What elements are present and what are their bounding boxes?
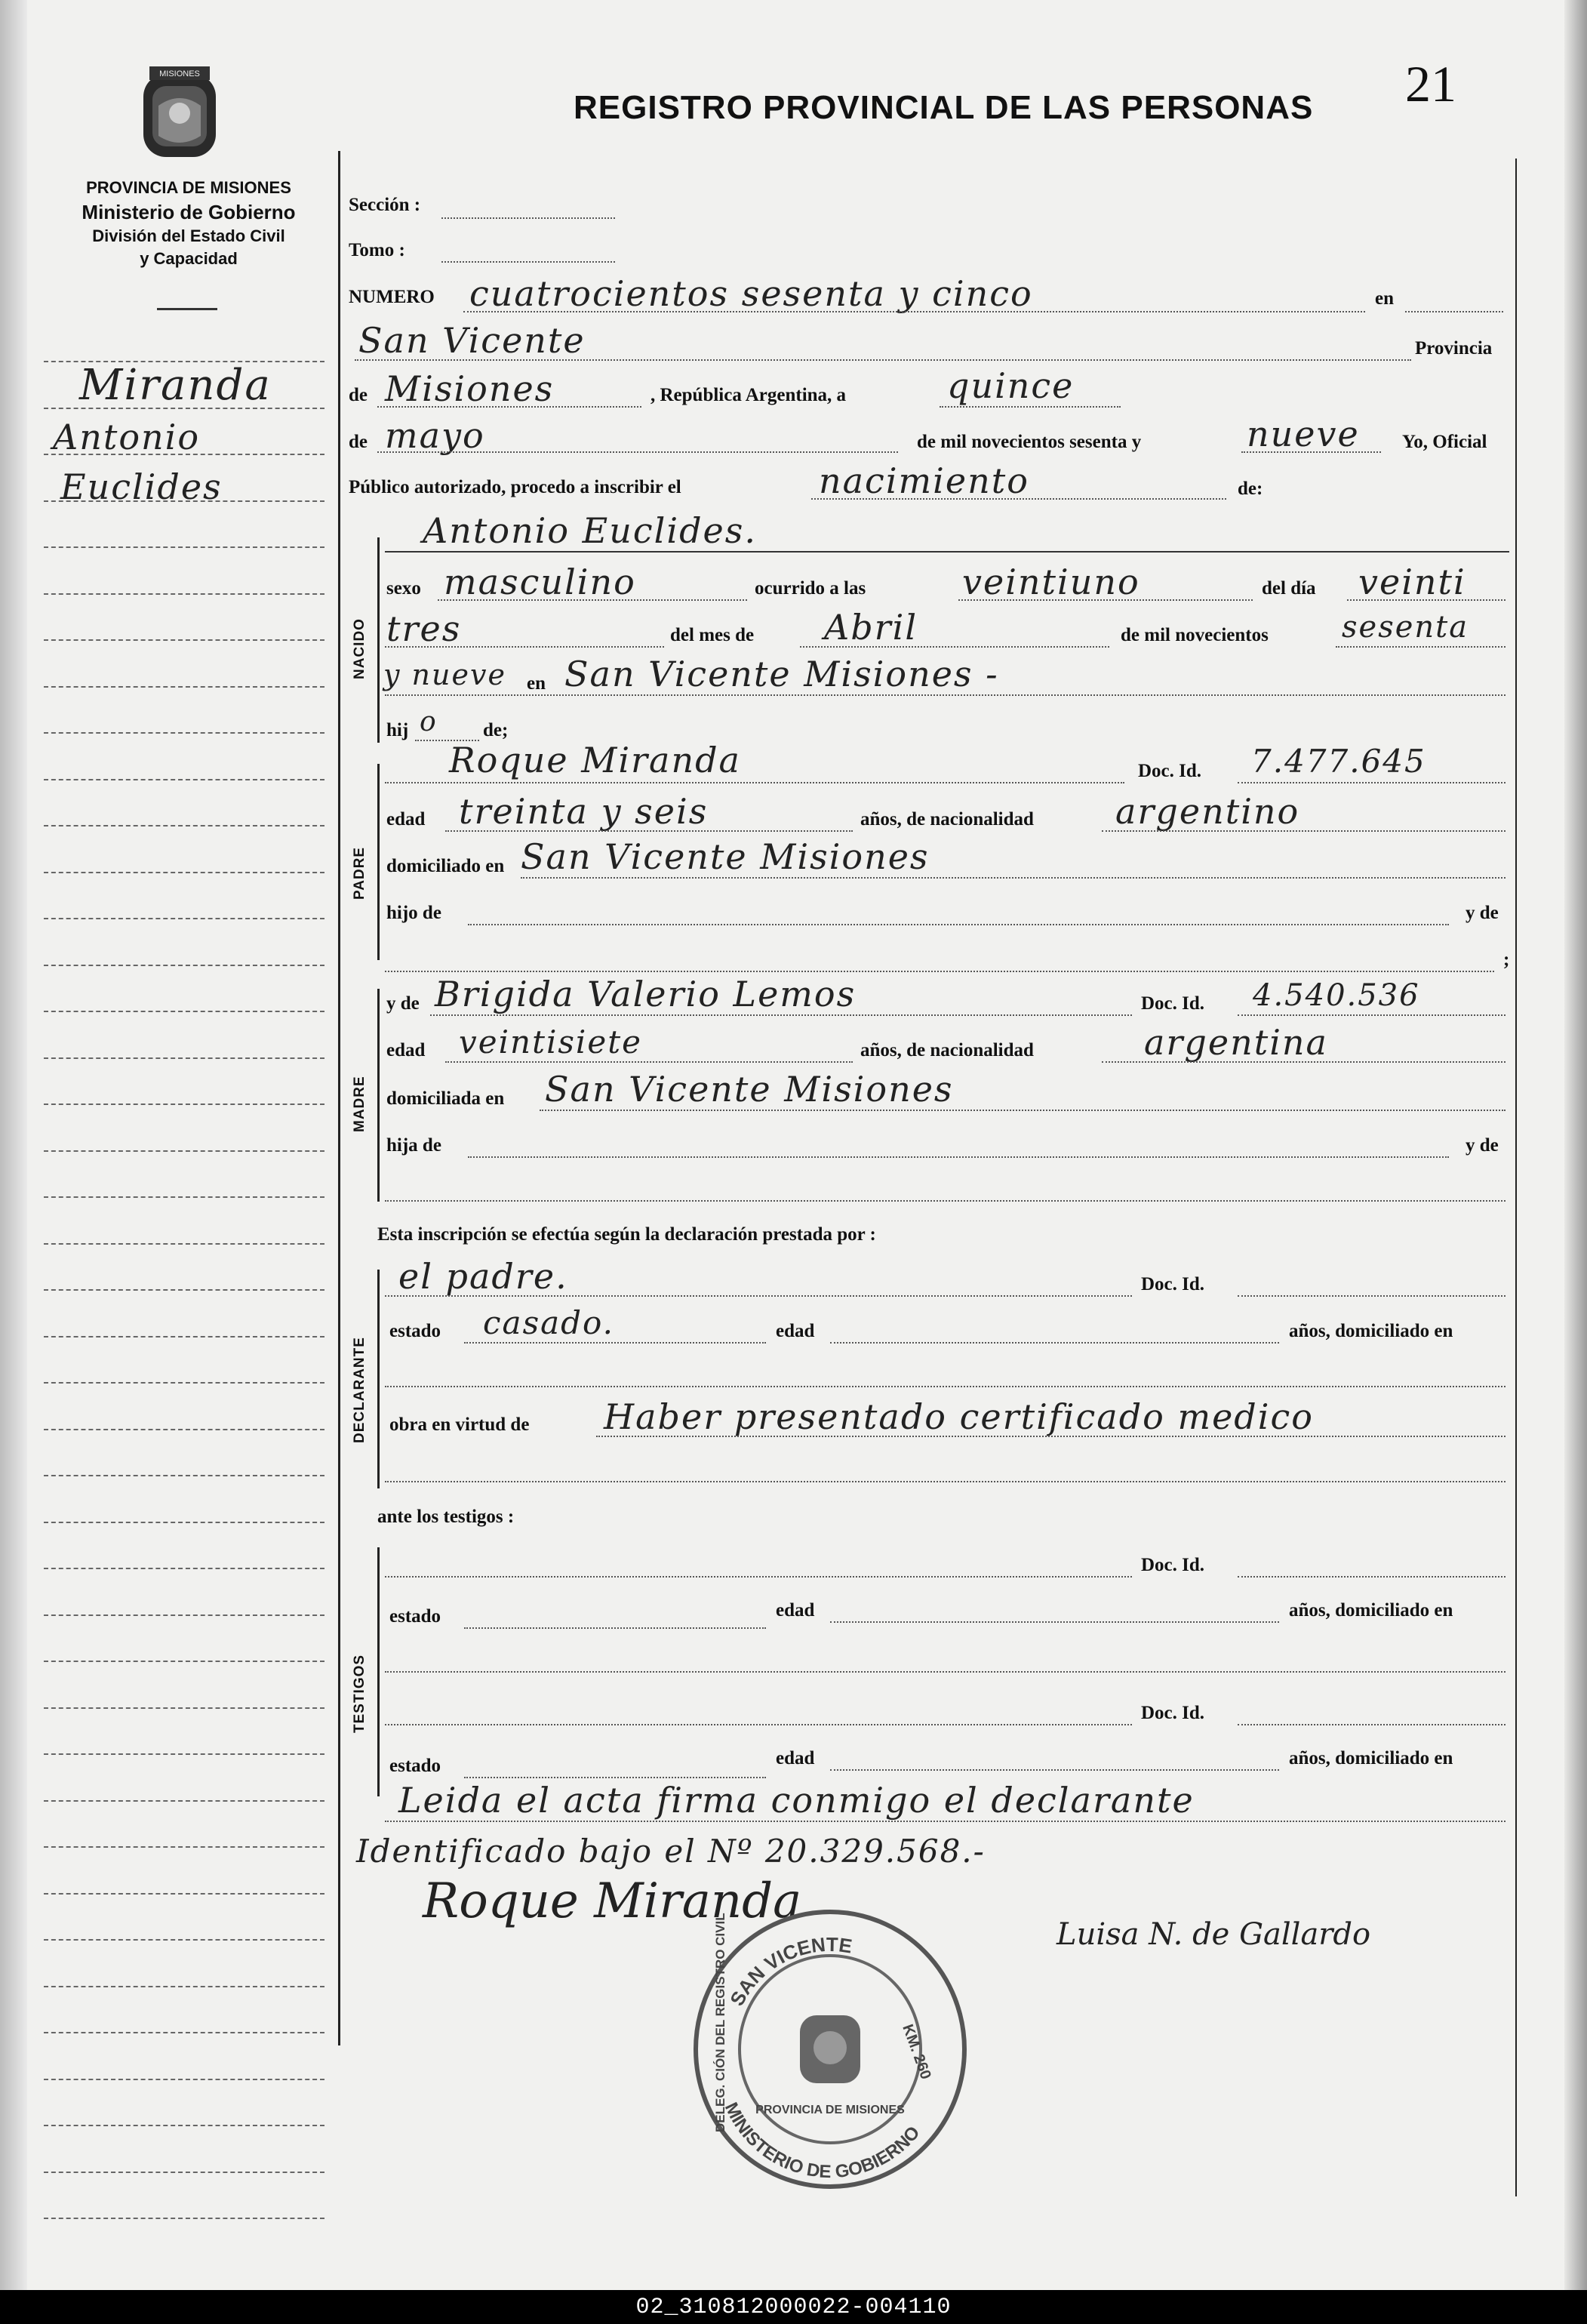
margin-line xyxy=(44,1661,324,1662)
testigo2-anos-label: años, domiciliado en xyxy=(1289,1748,1453,1768)
madre-nac-value: argentina xyxy=(1144,1022,1328,1063)
madre-dom-value: San Vicente Misiones xyxy=(545,1069,954,1110)
testigo2-estado-line xyxy=(464,1777,766,1778)
obra-value: Haber presentado certificado medico xyxy=(604,1396,1314,1437)
padre-nac-label: años, de nacionalidad xyxy=(860,809,1034,830)
numero-value: cuatrocientos sesenta y cinco xyxy=(469,273,1033,314)
seccion-label: Sección : xyxy=(349,195,421,215)
obra-extra-line xyxy=(385,1481,1505,1482)
margin-line xyxy=(44,1011,324,1012)
main-left-rule xyxy=(338,151,340,2045)
testigo1-line xyxy=(385,1576,1132,1578)
margin-line xyxy=(44,2032,324,2033)
testigo2-line xyxy=(385,1724,1132,1725)
mil-sesenta-label: de mil novecientos sesenta y xyxy=(917,432,1142,452)
margin-line xyxy=(44,732,324,734)
margin-line xyxy=(44,546,324,548)
testigo2-doc-label: Doc. Id. xyxy=(1141,1703,1205,1723)
nombre-line xyxy=(385,551,1509,553)
declarante-value: el padre. xyxy=(398,1256,568,1297)
margin-line xyxy=(44,2079,324,2080)
decl-dom-line xyxy=(385,1386,1505,1387)
lugar-nac-line xyxy=(385,694,1505,696)
province-crest xyxy=(127,60,232,166)
seal-bottom-text: MINISTERIO DE GOBIERNO xyxy=(720,2099,924,2183)
padre-semicolon: ; xyxy=(1503,950,1510,970)
mes-nac-value: Abril xyxy=(824,607,918,648)
margin-line xyxy=(44,639,324,641)
padre-hijo-label: hijo de xyxy=(386,903,441,923)
testigos-label: ante los testigos : xyxy=(377,1507,515,1527)
margin-line xyxy=(44,1289,324,1291)
document-title: REGISTRO PROVINCIAL DE LAS PERSONAS xyxy=(574,89,1314,126)
numero-label: NUMERO xyxy=(349,287,435,307)
header-capacidad: y Capacidad xyxy=(140,249,238,268)
testigos-side-label: TESTIGOS xyxy=(352,1654,368,1733)
hij-label: hij xyxy=(386,720,409,740)
testigo2-edad-label: edad xyxy=(776,1748,815,1768)
madre-extra-line xyxy=(385,1200,1505,1202)
margin-line xyxy=(44,1753,324,1755)
de2-label: de xyxy=(349,432,368,452)
testigo2-estado-label: estado xyxy=(389,1756,441,1776)
padre-edad-label: edad xyxy=(386,809,426,830)
anio-line xyxy=(1241,451,1381,453)
lugar-nac-value: San Vicente Misiones - xyxy=(564,654,999,694)
dia2-line xyxy=(385,646,664,648)
padre-nombre-line xyxy=(385,782,1124,783)
del-mes-label: del mes de xyxy=(670,625,755,645)
sexo-value: masculino xyxy=(444,562,636,602)
de-semi-label: de; xyxy=(483,720,509,740)
en-nac-label: en xyxy=(527,673,546,694)
madre-rule xyxy=(377,989,380,1202)
testigo2-edad-line xyxy=(830,1769,1279,1771)
seal-ring-text: DELEG. CIÓN DEL REGISTRO CIVIL xyxy=(713,1913,727,2132)
seal-top-text: SAN VICENTE xyxy=(725,1932,854,2010)
testigo1-doc-line xyxy=(1238,1576,1505,1578)
obra-label: obra en virtud de xyxy=(389,1414,530,1435)
seccion-line xyxy=(441,217,615,219)
en-line xyxy=(1405,311,1503,312)
dia-letra-line xyxy=(940,406,1121,408)
madre-yde-label: y de xyxy=(386,993,420,1014)
margin-line xyxy=(44,1382,324,1384)
binding-edge xyxy=(0,0,27,2324)
footer-code: 02_310812000022-004110 xyxy=(635,2295,952,2320)
provincia-label: Provincia xyxy=(1415,338,1493,359)
margin-line xyxy=(44,825,324,826)
madre-doc-label: Doc. Id. xyxy=(1141,993,1205,1014)
sexo-line xyxy=(438,599,747,601)
margin-line xyxy=(44,2125,324,2126)
margin-surname: Miranda xyxy=(79,361,272,410)
madre-edad-line xyxy=(445,1061,853,1063)
margin-line xyxy=(44,1336,324,1337)
page-number: 21 xyxy=(1405,55,1456,112)
tomo-label: Tomo : xyxy=(349,240,405,260)
testigo1-doc-label: Doc. Id. xyxy=(1141,1555,1205,1575)
declaracion-label: Esta inscripción se efectúa según la declaración prestada por : xyxy=(377,1224,876,1245)
del-dia-label: del día xyxy=(1262,578,1316,599)
decl-estado-label: estado xyxy=(389,1321,441,1341)
margin-name1: Antonio xyxy=(53,417,201,457)
dia2-value: tres xyxy=(386,608,462,649)
padre-dom-line xyxy=(521,877,1505,879)
leida-text: Leida el acta firma conmigo el declarante xyxy=(398,1780,1195,1821)
padre-edad-line xyxy=(445,830,853,832)
madre-dom-label: domiciliada en xyxy=(386,1088,505,1109)
margin-line xyxy=(44,2218,324,2219)
footer-strip xyxy=(0,2290,1587,2324)
padre-nombre-value: Roque Miranda xyxy=(449,740,741,780)
acto-value: nacimiento xyxy=(819,460,1029,501)
padre-doc-label: Doc. Id. xyxy=(1138,761,1202,781)
margin-line xyxy=(44,1893,324,1895)
provincia-line xyxy=(377,406,641,408)
madre-nac-label: años, de nacionalidad xyxy=(860,1040,1034,1060)
testigos-rule xyxy=(377,1547,380,1796)
declarante-side-label: DECLARANTE xyxy=(352,1337,368,1443)
padre-doc-line xyxy=(1238,782,1505,783)
margin-line xyxy=(44,1196,324,1198)
en-label: en xyxy=(1375,288,1394,309)
testigo1-dom-line xyxy=(385,1671,1505,1673)
testigo1-edad-line xyxy=(830,1621,1279,1623)
madre-hija-label: hija de xyxy=(386,1135,441,1156)
margin-line xyxy=(44,918,324,919)
page-edge xyxy=(1564,0,1587,2324)
madre-yde2-label: y de xyxy=(1466,1135,1499,1156)
nombre-value: Antonio Euclides. xyxy=(423,510,757,551)
margin-line xyxy=(44,1846,324,1848)
margin-line xyxy=(44,1939,324,1941)
margin-line xyxy=(44,1243,324,1245)
madre-edad-label: edad xyxy=(386,1040,426,1060)
madre-side-label: MADRE xyxy=(352,1076,368,1132)
margin-line xyxy=(44,779,324,780)
hora-line xyxy=(958,599,1253,601)
declarante-doc-label: Doc. Id. xyxy=(1141,1274,1205,1294)
margin-line xyxy=(44,1150,324,1152)
seal-province-text: PROVINCIA DE MISIONES xyxy=(755,2104,905,2116)
padre-dom-label: domiciliado en xyxy=(386,856,505,876)
header-province: PROVINCIA DE MISIONES xyxy=(86,178,291,197)
declarante-signature: Roque Miranda xyxy=(423,1873,802,1929)
sexo-label: sexo xyxy=(386,578,421,599)
declarante-line xyxy=(385,1295,1132,1297)
testigo2-doc-line xyxy=(1238,1724,1505,1725)
header-divider xyxy=(157,308,217,310)
margin-line xyxy=(44,1986,324,1987)
tomo-line xyxy=(441,261,615,263)
madre-doc-line xyxy=(1238,1014,1505,1016)
margin-line xyxy=(44,965,324,966)
padre-doc-value: 7.477.645 xyxy=(1251,743,1426,780)
margin-line xyxy=(44,593,324,595)
margin-line xyxy=(44,1057,324,1059)
padre-rule xyxy=(377,764,380,960)
anio-nac2-value: y nueve xyxy=(383,658,506,691)
margin-line xyxy=(44,2172,324,2173)
anio-nac-value: sesenta xyxy=(1342,610,1469,645)
acto-line xyxy=(811,498,1226,500)
padre-nac-value: argentino xyxy=(1115,791,1300,832)
padre-nac-line xyxy=(1102,830,1505,832)
madre-hija-line xyxy=(468,1156,1449,1158)
padre-extra-line xyxy=(385,971,1494,972)
declarante-doc-line xyxy=(1238,1295,1505,1297)
mes-nac-line xyxy=(800,646,1109,648)
hijo-sufijo-value: o xyxy=(420,706,438,737)
decl-anos-label: años, domiciliado en xyxy=(1289,1321,1453,1341)
decl-edad-label: edad xyxy=(776,1321,815,1341)
mes-line xyxy=(377,451,898,453)
mil-novecientos-label: de mil novecientos xyxy=(1121,625,1269,645)
margin-line xyxy=(44,872,324,873)
dia-line xyxy=(1347,599,1505,601)
margin-line xyxy=(44,1568,324,1569)
nacido-side-label: NACIDO xyxy=(352,618,368,679)
seal-km-text: KM. 260 xyxy=(899,2022,934,2082)
madre-nombre-line xyxy=(430,1014,1132,1016)
margin-line xyxy=(44,686,324,688)
testigo1-estado-label: estado xyxy=(389,1606,441,1627)
padre-hijo-line xyxy=(468,924,1449,925)
testigo1-anos-label: años, domiciliado en xyxy=(1289,1600,1453,1621)
decl-estado-line xyxy=(464,1342,766,1344)
margin-name2: Euclides xyxy=(60,466,223,507)
lugar-line xyxy=(355,359,1411,361)
de-colon-label: de: xyxy=(1238,479,1263,499)
padre-edad-value: treinta y seis xyxy=(459,791,709,832)
numero-line xyxy=(463,311,1365,312)
nacido-rule xyxy=(377,537,380,743)
hora-value: veintiuno xyxy=(962,562,1140,602)
margin-line xyxy=(44,1475,324,1476)
madre-dom-line xyxy=(540,1110,1505,1111)
madre-nombre-value: Brigida Valerio Lemos xyxy=(435,974,857,1014)
margin-line xyxy=(44,1800,324,1802)
mes-value: mayo xyxy=(385,415,485,456)
dia-letra-value: quince xyxy=(947,365,1075,406)
identificado-text: Identificado bajo el Nº 20.329.568.- xyxy=(356,1833,986,1870)
anio-nac-line xyxy=(1336,646,1505,648)
dia-value: veinti xyxy=(1358,562,1466,602)
main-right-rule xyxy=(1515,159,1517,2196)
testigo1-estado-line xyxy=(464,1627,766,1629)
padre-yde-label: y de xyxy=(1466,903,1499,923)
republica-label: , República Argentina, a xyxy=(650,385,847,405)
margin-line xyxy=(44,1429,324,1430)
crest-text: MISIONES xyxy=(159,69,200,78)
declarante-rule xyxy=(377,1270,380,1488)
madre-edad-value: veintisiete xyxy=(459,1023,642,1060)
provincia-value: Misiones xyxy=(385,368,555,409)
lugar-value: San Vicente xyxy=(358,320,586,361)
leida-line xyxy=(385,1821,1505,1822)
official-seal xyxy=(687,1906,973,2193)
header-ministry: Ministerio de Gobierno xyxy=(82,201,296,223)
madre-doc-value: 4.540.536 xyxy=(1253,978,1420,1013)
testigo1-edad-label: edad xyxy=(776,1600,815,1621)
padre-side-label: PADRE xyxy=(352,846,368,900)
margin-line xyxy=(44,1614,324,1616)
margin-line xyxy=(44,1522,324,1523)
margin-line xyxy=(44,1104,324,1105)
ocurrido-label: ocurrido a las xyxy=(755,578,866,599)
obra-line xyxy=(596,1436,1505,1437)
oficial-signature: Luisa N. de Gallardo xyxy=(1056,1917,1371,1952)
decl-estado-value: casado. xyxy=(483,1304,614,1341)
de-label: de xyxy=(349,385,368,405)
anio-value: nueve xyxy=(1247,414,1360,454)
yo-oficial-label: Yo, Oficial xyxy=(1402,432,1487,452)
margin-line xyxy=(44,1707,324,1709)
publico-label: Público autorizado, procedo a inscribir el xyxy=(349,477,681,497)
decl-edad-line xyxy=(830,1342,1279,1344)
madre-nac-line xyxy=(1102,1061,1505,1063)
padre-dom-value: San Vicente Misiones xyxy=(521,836,930,877)
header-division: División del Estado Civil xyxy=(92,226,285,245)
